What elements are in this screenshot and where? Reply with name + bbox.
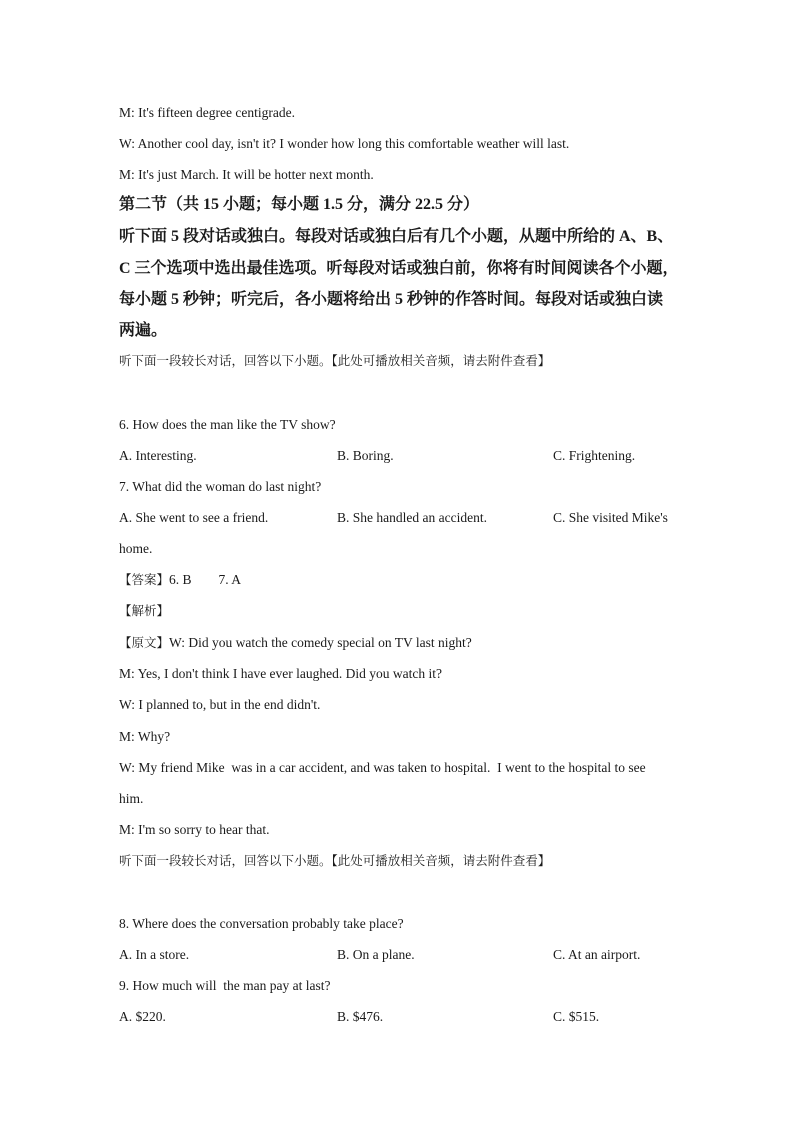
q8-option-b: B. On a plane.: [337, 947, 415, 962]
transcript-line: him.: [119, 791, 144, 806]
transcript-line: M: Yes, I don't think I have ever laughed. Did you watch it?: [119, 666, 442, 681]
dialog-line: M: It's just March. It will be hotter next month.: [119, 167, 374, 182]
answer-value: 6. B 7. A: [169, 572, 242, 587]
instruction-line: C 三个选项中选出最佳选项。听每段对话或独白前，你将有时间阅读各个小题，: [119, 260, 679, 277]
transcript-text: W: Did you watch the comedy special on TV last night?: [169, 635, 472, 650]
transcript-line: W: I planned to, but in the end didn't.: [119, 697, 321, 712]
transcript-line: [119, 635, 472, 651]
q6-option-b: B. Boring.: [337, 448, 394, 463]
dialog-line: W: Another cool day, isn't it? I wonder how long this comfortable weather will last.: [119, 136, 570, 151]
q7-option-c-cont: home.: [119, 541, 153, 556]
audio-note: 听下面一段较长对话，回答以下小题。【此处可播放相关音频，请去附件查看】: [119, 353, 551, 368]
audio-note: 听下面一段较长对话，回答以下小题。【此处可播放相关音频，请去附件查看】: [119, 853, 551, 868]
q7-option-b: B. She handled an accident.: [337, 510, 487, 525]
instruction-line: 两遍。: [119, 322, 168, 339]
transcript-line: M: Why?: [119, 729, 171, 744]
transcript-tag: 【原文】: [119, 635, 170, 650]
instruction-line: 每小题 5 秒钟；听完后，各小题将给出 5 秒钟的作答时间。每段对话或独白读: [119, 291, 664, 308]
analysis-line: [119, 603, 169, 619]
question-7: 7. What did the woman do last night?: [119, 479, 322, 494]
q9-option-b: B. $476.: [337, 1009, 384, 1024]
instruction-line: 听下面 5 段对话或独白。每段对话或独白后有几个小题，从题中所给的 A、B、: [119, 228, 674, 245]
q9-option-a: A. $220.: [119, 1009, 166, 1024]
dialog-line: M: It's fifteen degree centigrade.: [119, 105, 295, 120]
question-6: 6. How does the man like the TV show?: [119, 417, 336, 432]
q8-option-a: A. In a store.: [119, 947, 190, 962]
q7-option-a: A. She went to see a friend.: [119, 510, 269, 525]
answer-tag: 【答案】: [119, 572, 170, 587]
q8-option-c: C. At an airport.: [553, 947, 641, 962]
transcript-line: W: My friend Mike was in a car accident, and was taken to hospital. I went to the hospital to see: [119, 760, 646, 775]
transcript-line: M: I'm so sorry to hear that.: [119, 822, 270, 837]
section-heading: 第二节（共 15 小题；每小题 1.5 分，满分 22.5 分）: [119, 196, 480, 213]
question-9: 9. How much will the man pay at last?: [119, 978, 331, 993]
q6-option-a: A. Interesting.: [119, 448, 197, 463]
q9-option-c: C. $515.: [553, 1009, 600, 1024]
q7-option-c: C. She visited Mike's: [553, 510, 668, 525]
answer-line: [119, 572, 241, 588]
q6-option-c: C. Frightening.: [553, 448, 636, 463]
question-8: 8. Where does the conversation probably take place?: [119, 916, 404, 931]
analysis-tag: 【解析】: [119, 603, 170, 618]
